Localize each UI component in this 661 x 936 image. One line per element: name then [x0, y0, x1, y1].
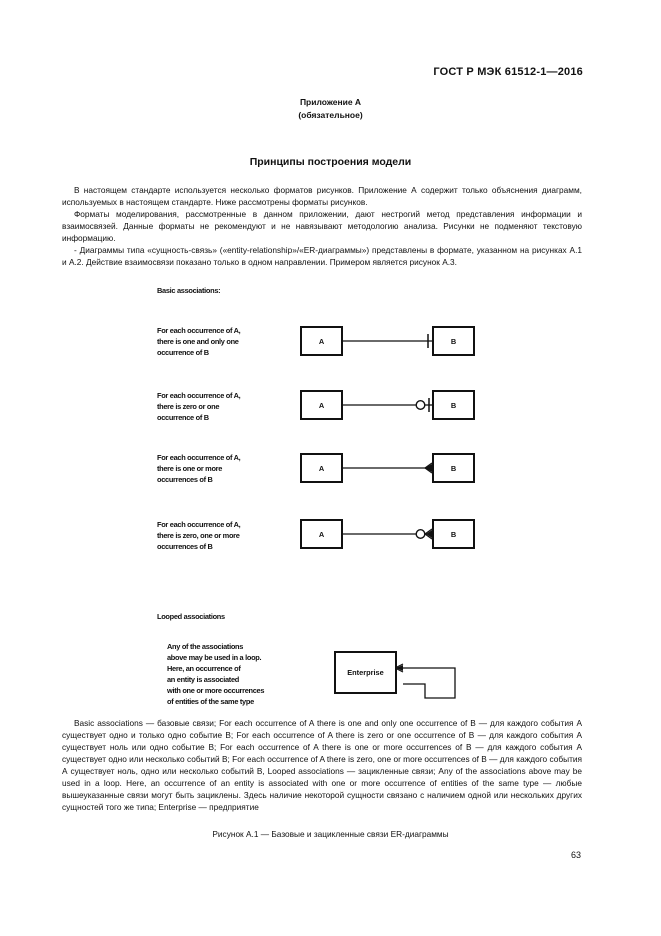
- entity-b-box: B: [432, 326, 475, 356]
- desc-line: For each occurrence of A,: [157, 453, 241, 462]
- enterprise-entity-box: Enterprise: [334, 651, 397, 694]
- desc-line: there is one and only one: [157, 337, 239, 346]
- connector-one-and-only-one: [341, 326, 434, 356]
- looped-associations-title: Looped associations: [157, 612, 225, 621]
- desc-line: above may be used in a loop.: [167, 653, 262, 662]
- entity-a-box: A: [300, 453, 343, 483]
- association-desc-1: [157, 325, 240, 358]
- desc-line: occurrence of B: [157, 413, 209, 422]
- desc-line: there is zero, one or more: [157, 531, 240, 540]
- desc-line: Any of the associations: [167, 642, 244, 651]
- association-desc-4: [157, 519, 240, 552]
- annex-status: (обязательное): [298, 110, 363, 120]
- connector-one-or-more: [341, 453, 434, 483]
- desc-line: occurrences of B: [157, 542, 213, 551]
- connector-zero-one-or-more: [341, 519, 434, 549]
- entity-b-box: B: [432, 390, 475, 420]
- entity-a-box: A: [300, 519, 343, 549]
- entity-b-box: B: [432, 453, 475, 483]
- desc-line: For each occurrence of A,: [157, 520, 241, 529]
- desc-line: For each occurrence of A,: [157, 391, 241, 400]
- paragraph-1: В настоящем стандарте используется несколько форматов рисунков. Приложение А содержит только объяснения диаграмм, используемых в настоящем стандарте. Ниже рассмотрены форматы рисунков.: [62, 185, 582, 207]
- desc-line: For each occurrence of A,: [157, 326, 241, 335]
- figure-caption: Рисунок А.1 — Базовые и зацикленные связи ER-диаграммы: [212, 829, 449, 839]
- page-number: 63: [570, 850, 581, 860]
- desc-line: an entity is associated: [167, 675, 239, 684]
- desc-line: occurrences of B: [157, 475, 213, 484]
- entity-a-box: A: [300, 390, 343, 420]
- connector-zero-or-one: [341, 390, 434, 420]
- paragraph-3: - Диаграммы типа «сущность-связь» («entity-relationship»/«ER-диаграммы») представлены в формате, указанном на рисунках А.1 и А.2. Действие взаимосвязи показано только в одном направлении. Примером является рисунок А.3.: [62, 245, 582, 267]
- paragraph-2: Форматы моделирования, рассмотренные в данном приложении, дают нестрогий метод представления информации и взаимосвязей. Данные форматы не рекомендуют и не навязывают методологию анализа. Рисунки не подменяют текстовую информацию.: [62, 209, 582, 243]
- looped-associations-desc: [167, 641, 264, 707]
- basic-associations-title: Basic associations:: [157, 286, 221, 295]
- annex-name: Приложение А: [299, 97, 362, 107]
- desc-line: there is one or more: [157, 464, 223, 473]
- legend-translation: Basic associations — базовые связи; For each occurrence of A there is one and only one occurrence of B — для каждого события А существует одно и только одно событие В; For each occurrence of A there is zero or one occurrence of B — для каждого события А существует ноль или одно событие В; For each occurrence of A there is one or more occurrences of B — для каждого события А существует одно или несколько событий В; For each occurrence of A there is zero, one or more occurrences of B — для каждого события А существует ноль, одно или несколько событий В, Looped associations — зацикленные связи; Any of the associations above may be used in a loop. Here, an occurrence of an entity is associated with one or more occurrence of entities of the same type — любые вышеуказанные связи могут быть зациклены. Здесь наличие некоторой сущности связано с наличием одной или нескольких других сущностей того же типа; Enterprise — предприятие: [62, 718, 582, 812]
- entity-b-box: B: [432, 519, 475, 549]
- desc-line: with one or more occurrences: [167, 686, 265, 695]
- association-desc-3: [157, 452, 240, 485]
- annex-heading: [0, 96, 661, 122]
- association-desc-2: [157, 390, 240, 423]
- desc-line: occurrence of B: [157, 348, 209, 357]
- desc-line: there is zero or one: [157, 402, 220, 411]
- desc-line: Here, an occurrence of: [167, 664, 241, 673]
- section-title: Принципы построения модели: [249, 156, 412, 168]
- document-header: ГОСТ Р МЭК 61512-1—2016: [433, 66, 583, 78]
- entity-a-box: A: [300, 326, 343, 356]
- loop-connector: [395, 660, 461, 710]
- desc-line: of entities of the same type: [167, 697, 254, 706]
